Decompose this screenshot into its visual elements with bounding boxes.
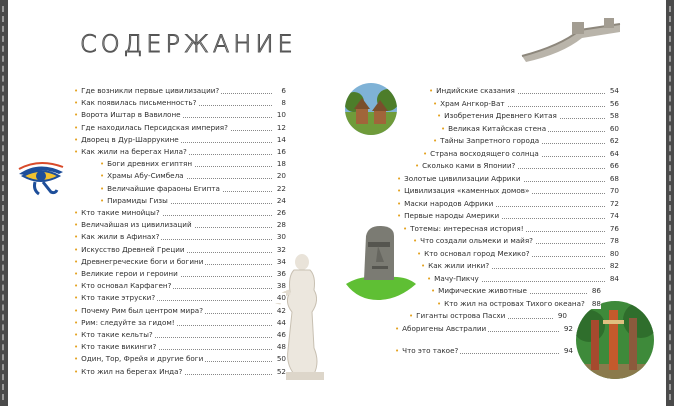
toc-entry-page: 18 <box>276 159 286 169</box>
toc-entry-page: 6 <box>281 86 286 95</box>
toc-entry-page: 90 <box>557 311 567 320</box>
toc-entry-page: 40 <box>276 293 286 303</box>
toc-entry-page: 8 <box>281 98 286 108</box>
toc-entry-page: 52 <box>276 366 286 376</box>
bullet-icon: • <box>441 124 446 133</box>
toc-entry[interactable] <box>413 236 619 246</box>
toc-entry-page: 46 <box>276 330 286 339</box>
toc-entry-page: 84 <box>609 273 619 283</box>
totem-poles-image <box>575 300 655 380</box>
toc-entry-page: 28 <box>276 220 286 230</box>
african-huts-image <box>344 82 398 136</box>
toc-entry[interactable] <box>397 199 619 209</box>
great-wall-image <box>520 16 622 62</box>
toc-entry-page: 68 <box>609 173 619 183</box>
toc-entry-title: • Мифические животные <box>431 286 527 295</box>
bullet-icon: • <box>74 111 79 120</box>
toc-entry-page: 20 <box>276 171 286 181</box>
toc-entry[interactable] <box>415 161 619 171</box>
toc-entry-page: 34 <box>276 256 286 266</box>
toc-entry-page: 42 <box>276 305 286 315</box>
toc-entry-page: 56 <box>609 98 619 108</box>
toc-entry-title: • Кто жил на берегах Инда? <box>74 366 183 376</box>
toc-entry[interactable] <box>74 147 286 157</box>
toc-entry-page: 94 <box>563 346 573 355</box>
bullet-icon: • <box>74 270 79 278</box>
toc-entry-title: • Где возникли первые цивилизации? <box>74 86 220 95</box>
toc-entry-title: • Изобретения Древнего Китая <box>437 111 557 120</box>
toc-entry[interactable] <box>429 86 619 96</box>
toc-entry[interactable] <box>409 311 567 321</box>
toc-entry-title: • Гиганты острова Пасхи <box>409 311 506 320</box>
bullet-icon: • <box>395 347 400 355</box>
toc-entry[interactable] <box>433 99 619 109</box>
bullet-icon: • <box>74 87 79 95</box>
toc-entry-page: 22 <box>276 183 286 193</box>
bullet-icon: • <box>397 199 402 208</box>
toc-entry-page: 58 <box>609 111 619 120</box>
bullet-icon: • <box>74 331 79 339</box>
toc-entry-title: • Тотемы: интересная история! <box>403 223 524 233</box>
toc-entry-title: • Рим: следуйте за гидом! <box>74 317 175 327</box>
bullet-icon: • <box>397 212 402 220</box>
toc-entry[interactable] <box>74 354 286 364</box>
toc-entry[interactable] <box>100 159 286 169</box>
toc-entry[interactable] <box>441 124 619 134</box>
left-page <box>8 0 337 406</box>
toc-entry[interactable] <box>421 261 619 271</box>
toc-entry[interactable] <box>74 135 286 145</box>
toc-entry-page: 50 <box>276 354 286 364</box>
bullet-icon: • <box>100 184 105 193</box>
toc-entry-page: 44 <box>276 317 286 327</box>
bullet-icon: • <box>74 343 79 352</box>
toc-entry[interactable] <box>74 232 286 242</box>
toc-entry-page: 48 <box>276 342 286 352</box>
toc-entry-title: • Аборигены Австралии <box>395 323 487 333</box>
bullet-icon: • <box>74 99 79 108</box>
toc-entry-page: 16 <box>276 147 286 156</box>
bullet-icon: • <box>427 274 432 283</box>
toc-entry[interactable] <box>74 318 286 328</box>
bullet-icon: • <box>74 294 79 303</box>
toc-entry-title: • Где находилась Персидская империя? <box>74 122 228 132</box>
toc-entry-title: • Ворота Иштар в Вавилоне <box>74 110 181 120</box>
toc-entry-title: • Как жили в Афинах? <box>74 232 160 242</box>
bullet-icon: • <box>74 135 79 144</box>
bullet-icon: • <box>403 224 408 233</box>
bullet-icon: • <box>74 209 79 217</box>
bullet-icon: • <box>397 187 402 195</box>
toc-entry[interactable] <box>437 111 619 121</box>
toc-entry-page: 76 <box>609 223 619 233</box>
toc-entry-title: • Храмы Абу-Симбела <box>100 171 184 181</box>
bullet-icon: • <box>74 318 79 327</box>
toc-entry-title: • Маски народов Африки <box>397 198 494 208</box>
toc-entry[interactable] <box>397 211 619 221</box>
toc-entry-title: • Как жили на берегах Нила? <box>74 147 187 156</box>
toc-entry-title: • Кто основал Карфаген? <box>74 281 172 291</box>
toc-entry-page: 66 <box>609 161 619 170</box>
toc-entry[interactable] <box>417 249 619 259</box>
toc-entry-title: • Почему Рим был центром мира? <box>74 305 204 315</box>
toc-entry-title: • Один, Тор, Фрейя и другие боги <box>74 354 204 364</box>
toc-entry-page: 36 <box>276 269 286 278</box>
toc-entry-page: 10 <box>276 110 286 120</box>
toc-entry-title: • Кто основал город Мехико? <box>417 248 530 258</box>
toc-entry-title: • Величайшая из цивилизаций <box>74 220 192 230</box>
toc-entry-title: • Дворец в Дур-Шаррукине <box>74 134 179 144</box>
toc-entry[interactable] <box>74 257 286 267</box>
toc-entry[interactable] <box>74 306 286 316</box>
toc-entry-page: 72 <box>609 198 619 208</box>
toc-entry-page: 62 <box>609 136 619 145</box>
toc-entry[interactable] <box>433 136 619 146</box>
toc-entry-title: • Кто такие минойцы? <box>74 208 160 217</box>
bullet-icon: • <box>100 196 105 205</box>
eye-of-horus-icon <box>17 160 65 196</box>
toc-entry-page: 70 <box>609 186 619 195</box>
toc-entry[interactable] <box>397 186 619 196</box>
toc-entry-title: • Великие герои и героини <box>74 269 178 278</box>
bullet-icon: • <box>100 160 105 169</box>
bullet-icon: • <box>74 257 79 266</box>
bullet-icon: • <box>431 287 436 295</box>
toc-entry-page: 14 <box>276 134 286 144</box>
bullet-icon: • <box>433 99 438 108</box>
bullet-icon: • <box>397 174 402 183</box>
bullet-icon: • <box>74 245 79 254</box>
bullet-icon: • <box>409 312 414 320</box>
toc-entry-title: • Величайшие фараоны Египта <box>100 183 220 193</box>
bullet-icon: • <box>74 355 79 364</box>
toc-entry-title: • Кто такие этруски? <box>74 293 156 303</box>
toc-entry-title: • Как жили инки? <box>421 261 490 270</box>
toc-entry-page: 80 <box>609 248 619 258</box>
toc-entry[interactable] <box>397 174 619 184</box>
toc-entry[interactable] <box>423 149 619 159</box>
toc-entry[interactable] <box>427 274 619 284</box>
toc-entry-page: 38 <box>276 281 286 291</box>
toc-entry[interactable] <box>100 184 286 194</box>
spine-stitching <box>2 6 4 400</box>
spine-stitching <box>669 6 671 400</box>
toc-entry-page: 60 <box>609 123 619 133</box>
toc-entry[interactable] <box>100 196 286 206</box>
toc-entry-title: • Великая Китайская стена <box>441 123 547 133</box>
toc-entry-title: • Сколько ками в Японии? <box>415 161 516 170</box>
toc-entry-page: 64 <box>609 148 619 158</box>
bullet-icon: • <box>421 262 426 270</box>
toc-entry-title: • Страна восходящего солнца <box>423 148 539 158</box>
toc-entry-page: 86 <box>591 286 601 295</box>
bullet-icon: • <box>415 162 420 170</box>
toc-entry[interactable] <box>74 281 286 291</box>
bullet-icon: • <box>413 237 418 245</box>
bullet-icon: • <box>437 299 442 308</box>
toc-entry-title: • Первые народы Америки <box>397 211 500 220</box>
toc-entry[interactable] <box>74 367 286 377</box>
toc-entry-title: • Цивилизация «каменных домов» <box>397 186 530 195</box>
toc-entry-title: • Как появилась письменность? <box>74 98 197 108</box>
toc-entry-page: 92 <box>563 323 573 333</box>
toc-entry-title: • Что создали ольмеки и майя? <box>413 236 533 245</box>
bullet-icon: • <box>74 367 79 376</box>
toc-entry-page: 54 <box>609 86 619 95</box>
bullet-icon: • <box>74 123 79 132</box>
toc-entry[interactable] <box>74 110 286 120</box>
toc-entry[interactable] <box>74 245 286 255</box>
bullet-icon: • <box>437 112 442 120</box>
toc-entry[interactable] <box>74 220 286 230</box>
bullet-icon: • <box>423 149 428 158</box>
right-page <box>337 0 666 406</box>
toc-entry[interactable] <box>74 330 286 340</box>
bullet-icon: • <box>74 148 79 156</box>
toc-entry-page: 78 <box>609 236 619 245</box>
bullet-icon: • <box>74 221 79 230</box>
toc-entry[interactable] <box>431 286 601 296</box>
bullet-icon: • <box>100 172 105 181</box>
bullet-icon: • <box>429 87 434 95</box>
toc-entry-page: 12 <box>276 122 286 132</box>
toc-entry-title: • Пирамиды Гизы <box>100 195 168 205</box>
bullet-icon: • <box>417 249 422 258</box>
toc-entry-title: • Кто жил на островах Тихого океана? <box>437 298 585 308</box>
toc-entry-title: • Кто такие кельты? <box>74 330 153 339</box>
toc-entry[interactable] <box>403 224 619 234</box>
toc-entry-title: • Индийские сказания <box>429 86 515 95</box>
toc-entry-title: • Тайны Запретного города <box>433 136 540 145</box>
toc-entry[interactable] <box>437 299 601 309</box>
toc-entry-title: • Мачу-Пикчу <box>427 273 479 283</box>
toc-entry-title: • Что это такое? <box>395 346 459 355</box>
toc-entry[interactable] <box>395 324 573 334</box>
toc-entry-title: • Храм Ангкор-Ват <box>433 98 505 108</box>
bullet-icon: • <box>74 282 79 291</box>
toc-entry[interactable] <box>74 208 286 218</box>
toc-entry-title: • Искусство Древней Греции <box>74 244 185 254</box>
toc-entry-page: 74 <box>609 211 619 220</box>
bullet-icon: • <box>74 233 79 242</box>
toc-entry-title: • Боги древних египтян <box>100 159 193 169</box>
toc-entry-page: 24 <box>276 195 286 205</box>
toc-entry-title: • Древнегреческие боги и богини <box>74 256 204 266</box>
toc-entry-page: 32 <box>276 244 286 254</box>
moai-head-image <box>342 222 420 302</box>
toc-entry-title: • Кто такие викинги? <box>74 342 157 352</box>
bullet-icon: • <box>433 137 438 145</box>
toc-entry-page: 30 <box>276 232 286 242</box>
bullet-icon: • <box>395 324 400 333</box>
page-title: СОДЕРЖАНИЕ <box>80 30 297 58</box>
toc-entry[interactable] <box>74 293 286 303</box>
toc-entry[interactable] <box>74 98 286 108</box>
toc-entry[interactable] <box>74 86 286 96</box>
toc-entry-page: 82 <box>609 261 619 270</box>
bullet-icon: • <box>74 306 79 315</box>
toc-entry[interactable] <box>74 269 286 279</box>
toc-entry[interactable] <box>74 342 286 352</box>
toc-entry[interactable] <box>74 123 286 133</box>
toc-entry[interactable] <box>395 346 573 356</box>
toc-entry-title: • Золотые цивилизации Африки <box>397 173 521 183</box>
toc-entry-page: 26 <box>276 208 286 217</box>
toc-entry-page: 88 <box>591 298 601 308</box>
toc-entry[interactable] <box>100 171 286 181</box>
